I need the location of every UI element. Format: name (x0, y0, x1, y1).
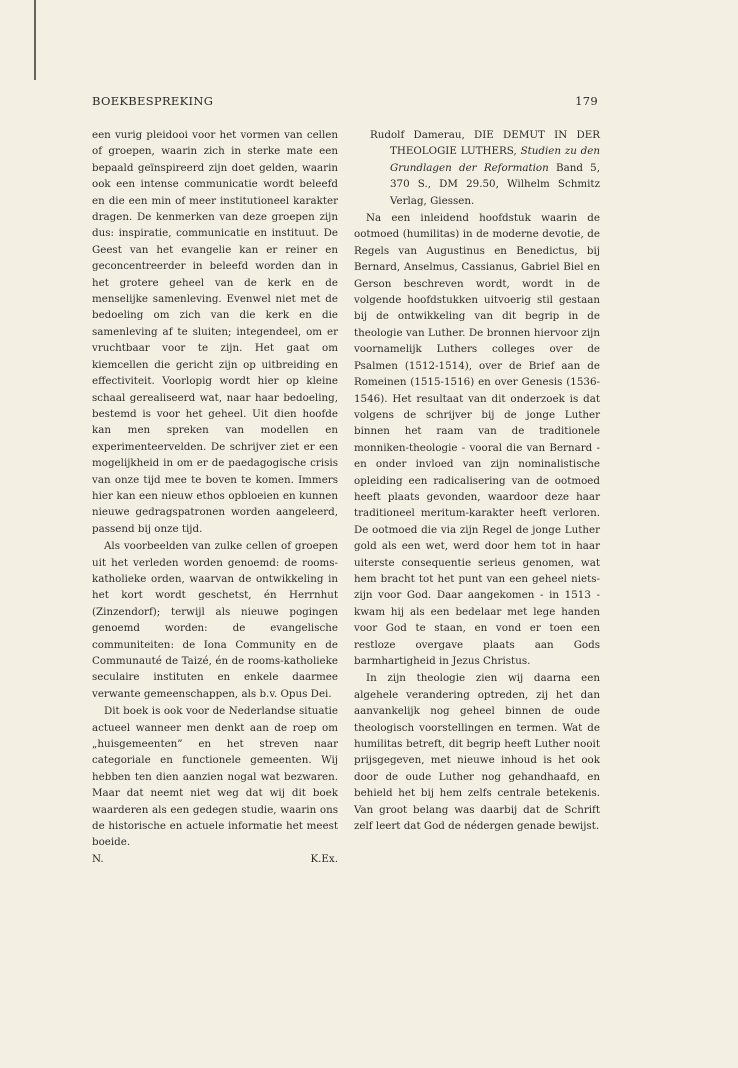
signature-initial: N. (92, 852, 104, 865)
scan-edge-line (34, 0, 36, 80)
citation-series: Studien zu den Grundlagen der Reformation (390, 145, 600, 174)
paragraph: Dit boek is ook voor de Nederlandse situatie actueel wanneer men denkt aan de roep om „huisgemeenten” en het streven naar categoriale en functionele gemeenten. Wij hebben ten dien aanzien nogal wat bezwaren. Maar dat neemt niet weg dat wij dit boek waarderen als een gedegen studie, waarin ons de historische en actuele informatie het meest boeide. (92, 705, 338, 849)
running-title: BOEKBESPREKING (92, 94, 214, 108)
citation-author-title: Rudolf Damerau, DIE DEMUT IN DER THEOLOGIE LUTHERS, (370, 129, 600, 158)
citation-details: Band 5, 370 S., DM 29.50, Wilhelm Schmitz Verlag, Giessen. (390, 161, 600, 207)
signature-line (92, 851, 338, 867)
paragraph: Na een inleidend hoofdstuk waarin de ootmoed (humilitas) in de moderne devotie, de Regels van Augustinus en Benedictus, bij Bernard, Anselmus, Cassianus, Gabriel Biel en Gerson beschreven wordt, wordt in de volgende hoofdstukken uitvoerig stil gestaan bij de ontwikkeling van dit begrip in de theologie van Luther. De bronnen hiervoor zijn voornamelijk Luthers colleges over de Psalmen (1512-1514), over de Brief aan de Romeinen (1515-1516) en over Genesis (1536-1546). Het resultaat van dit onderzoek is dat volgens de schrijver bij de jonge Luther binnen het raam van de traditionele monniken-theologie - vooral die van Bernard - en onder invloed van zijn nominalistische opleiding een radicalisering van de ootmoed heeft plaats gevonden, waardoor deze haar traditioneel meritum-karakter heeft verloren. De ootmoed die via zijn Regel de jonge Luther gold als een wet, werd door hem tot in haar uiterste consequentie serieus genomen, wat hem bracht tot het punt van een geheel niets-zijn voor God. Daar aangekomen - in 1513 - kwam hij als een bedelaar met lege handen voor God te staan, en vond er toen een restloze overgave plaats aan Gods barmhartigheid in Jezus Christus. (354, 212, 600, 667)
paragraph: een vurig pleidooi voor het vormen van cellen of groepen, waarin zich in sterke mate een bepaald geïnspireerd zijn doet gelden, waarin ook een intense communicatie wordt beleefd en die een min of meer institutioneel karakter dragen. De kenmerken van deze groepen zijn dus: inspiratie, communicatie en instituut. De Geest van het evangelie kan er reiner en geconcentreerder in beleefd worden dan in het grotere geheel van de kerk en de menselijke samenleving. Evenwel niet met de bedoeling om zich van die kerk en die samenleving af te sluiten; integendeel, om er vruchtbaar voor te zijn. Het gaat om kiemcellen die gericht zijn op uitbreiding en effectiviteit. Voorlopig wordt hier op kleine schaal gerealiseerd wat, naar haar bedoeling, bestemd is voor het geheel. Uit dien hoofde kan men spreken van modellen en experimenteervelden. De schrijver ziet er een mogelijkheid in om er de paedagogische crisis van onze tijd mee te boven te komen. Immers hier kan een nieuw ethos opbloeien en kunnen nieuwe gedragspatronen worden aangeleerd, passend bij onze tijd. (92, 129, 338, 535)
left-column (92, 127, 338, 867)
book-citation (354, 127, 600, 209)
page-header (92, 94, 598, 108)
paragraph: In zijn theologie zien wij daarna een algehele verandering optreden, zij het dan aanvankelijk nog geheel binnen de oude theologisch voorstellingen en termen. Wat de humilitas betreft, dit begrip heeft Luther nooit prijsgegeven, met nieuwe inhoud is het ook door de oude Luther nog gehandhaafd, en behield het bij hem zelfs centrale betekenis. Van groot belang was daarbij dat de Schrift zelf leert dat God de nédergen genade bewijst. (354, 672, 600, 833)
page-number: 179 (575, 94, 598, 108)
right-column (354, 127, 600, 834)
reviewer-initials: K.Ex. (310, 852, 338, 865)
paragraph: Als voorbeelden van zulke cellen of groepen uit het verleden worden genoemd: de rooms-katholieke orden, waarvan de ontwikkeling in het kort wordt geschetst, én Herrnhut (Zinzendorf); terwijl als nieuwe pogingen genoemd worden: de evangelische communiteiten: de Iona Community en de Communauté de Taizé, én de rooms-katholieke seculaire instituten en enkele daarmee verwante gemeenschappen, als b.v. Opus Dei. (92, 540, 338, 700)
